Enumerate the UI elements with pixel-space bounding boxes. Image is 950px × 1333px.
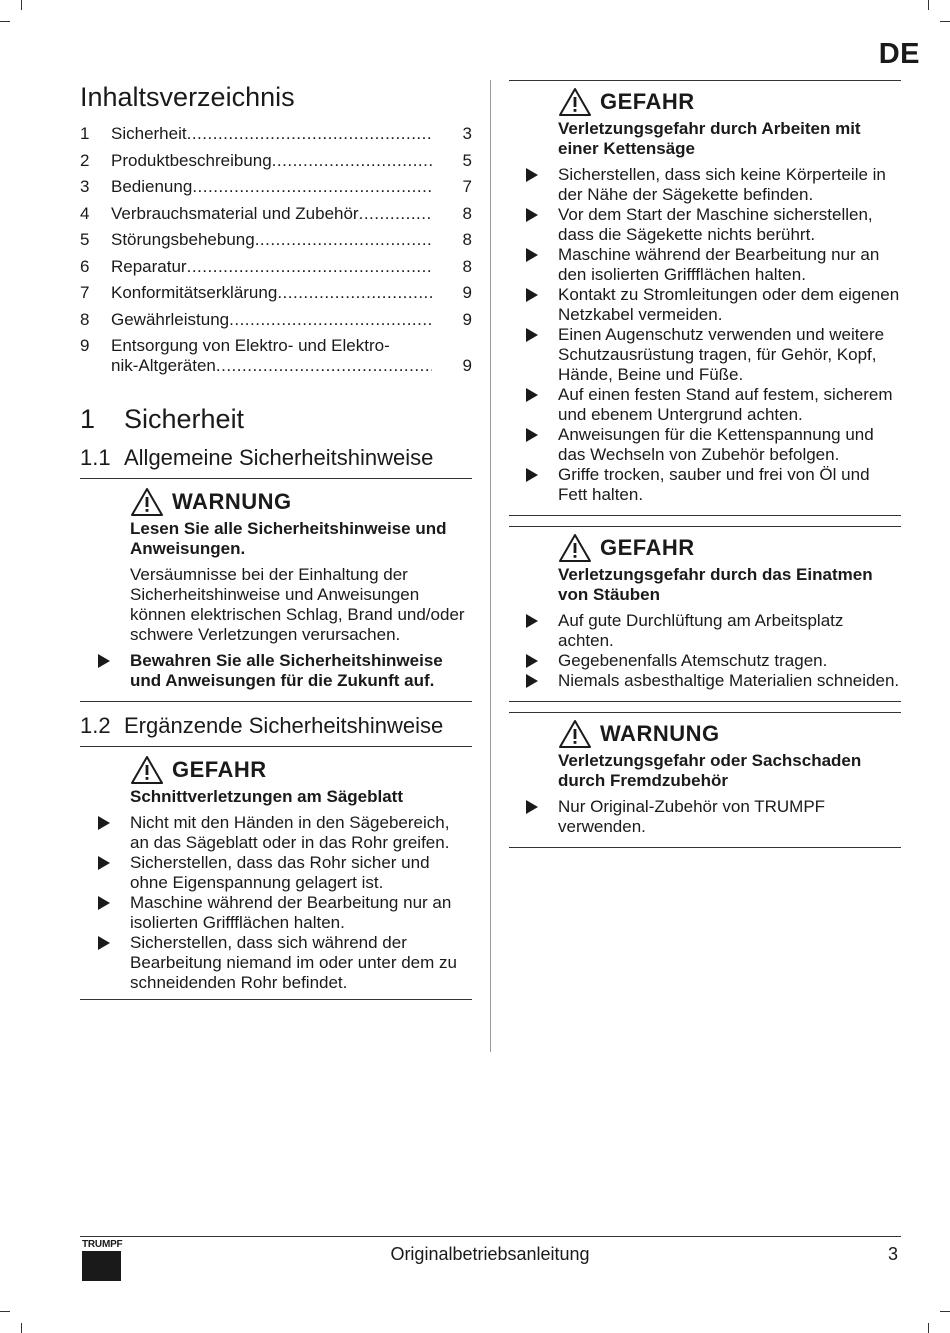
bullet-item	[558, 165, 901, 205]
toc-label: Störungsbehebung	[111, 230, 255, 249]
toc-label: Verbrauchsmaterial und Zubehör	[111, 203, 359, 223]
bullet-item	[558, 425, 901, 465]
bullet-text: Auf gute Durchlüftung am Arbeitsplatz achten.	[558, 611, 844, 650]
crop-mark	[940, 21, 950, 22]
bullet-text: Sicherstellen, dass sich während der Bearbeitung niemand im oder unter dem zu schneidenden Rohr befindet.	[130, 933, 457, 992]
toc-label: Gewährleistung	[111, 309, 230, 329]
bullet-text: Anweisungen für die Kettenspannung und das Wechseln von Zubehör befolgen.	[558, 425, 874, 464]
language-code: DE	[878, 38, 920, 70]
toc-leader	[192, 177, 432, 197]
subsection-number: 1.1	[80, 445, 111, 470]
warning-subtitle: Schnittverletzungen am Sägeblatt	[130, 787, 403, 806]
divider	[509, 847, 901, 848]
toc-leader	[229, 310, 432, 330]
toc-leader	[277, 283, 432, 303]
bullet-arrow-icon	[98, 896, 110, 910]
crop-mark	[0, 1311, 10, 1312]
left-column	[80, 80, 472, 1000]
warning-triangle-icon	[558, 719, 592, 749]
toc-leader	[216, 356, 432, 376]
bullet-arrow-icon	[98, 856, 110, 870]
bullet-item	[130, 933, 472, 993]
toc-title: Inhaltsverzeichnis	[80, 82, 295, 112]
toc-label: Produktbeschreibung	[111, 150, 272, 170]
bullet-list	[558, 165, 901, 505]
bullet-arrow-icon	[98, 936, 110, 950]
bullet-text: Nur Original-Zubehör von TRUMPF verwenden.	[558, 797, 826, 836]
warning-header	[558, 719, 901, 749]
column-divider	[490, 80, 491, 1052]
trumpf-logo-text: TRUMPF	[82, 1239, 123, 1250]
toc-number: 6	[80, 256, 90, 276]
bullet-list	[558, 611, 901, 691]
warning-subtitle: Lesen Sie alle Sicherheitshinweise und Anweisungen.	[130, 519, 447, 558]
bullet-text: Gegebenenfalls Atemschutz tragen.	[558, 651, 828, 670]
section-title: Sicherheit	[124, 404, 245, 434]
toc-entry[interactable]	[80, 257, 472, 277]
right-column	[509, 80, 901, 848]
bullet-item	[558, 205, 901, 245]
bullet-arrow-icon	[526, 288, 538, 302]
signal-word: GEFAHR	[172, 757, 267, 782]
warning-block	[80, 479, 472, 701]
subsection-number: 1.2	[80, 713, 111, 738]
toc-page: 8	[462, 203, 472, 223]
bullet-item	[558, 671, 901, 691]
toc-page: 9	[462, 283, 472, 302]
toc-page: 9	[462, 309, 472, 329]
bullet-arrow-icon	[98, 816, 110, 830]
bullet-text: Auf einen festen Stand auf festem, sicherem und ebenem Untergrund achten.	[558, 385, 893, 424]
subsection-title: Allgemeine Sicherheitshinweise	[124, 445, 434, 470]
toc-label: Reparatur	[111, 256, 187, 276]
crop-mark	[940, 1311, 950, 1312]
bullet-item	[130, 893, 472, 933]
toc-page: 8	[462, 230, 472, 249]
bullet-text: Maschine während der Bearbeitung nur an isolierten Griffflächen halten.	[130, 893, 452, 932]
bullet-arrow-icon	[98, 654, 110, 668]
signal-word: GEFAHR	[600, 535, 695, 560]
bullet-text: Sicherstellen, dass das Rohr sicher und ohne Eigenspannung gelagert ist.	[130, 853, 430, 892]
toc-label: Bedienung	[111, 177, 193, 196]
toc-number: 3	[80, 177, 90, 196]
subsection-heading	[80, 444, 472, 479]
toc-number: 4	[80, 203, 90, 223]
toc-label: Konformitätserklärung	[111, 283, 278, 302]
toc-page: 7	[462, 177, 472, 196]
footer-divider	[80, 1236, 901, 1237]
bullet-arrow-icon	[526, 614, 538, 628]
bullet-item	[558, 465, 901, 505]
toc-leader	[187, 124, 432, 144]
bullet-text: Bewahren Sie alle Sicherheitshinweise und Anweisungen für die Zukunft auf.	[130, 651, 443, 690]
toc-entry[interactable]	[80, 151, 472, 171]
warning-header	[558, 533, 901, 563]
toc-page: 9	[462, 356, 472, 375]
crop-mark	[0, 21, 10, 22]
bullet-item	[558, 325, 901, 385]
toc-number: 7	[80, 283, 90, 302]
toc-entry[interactable]	[80, 336, 472, 376]
bullet-arrow-icon	[526, 168, 538, 182]
toc-number: 1	[80, 124, 90, 143]
bullet-arrow-icon	[526, 800, 538, 814]
bullet-text: Niemals asbesthaltige Materialien schneiden.	[558, 671, 900, 690]
warning-triangle-icon	[558, 533, 592, 563]
signal-word: WARNUNG	[172, 489, 292, 514]
bullet-list	[130, 813, 472, 993]
toc-leader	[187, 257, 432, 277]
bullet-item	[558, 245, 901, 285]
warning-subtitle: Verletzungsgefahr oder Sachschaden durch Fremdzubehör	[558, 751, 862, 790]
toc-entry[interactable]	[80, 177, 472, 197]
bullet-text: Griffe trocken, sauber und frei von Öl und Fett halten.	[558, 465, 870, 504]
bullet-arrow-icon	[526, 388, 538, 402]
divider	[80, 999, 472, 1000]
warning-triangle-icon	[558, 87, 592, 117]
toc-label: Sicherheit	[111, 124, 187, 143]
table-of-contents	[80, 124, 472, 376]
bullet-arrow-icon	[526, 248, 538, 262]
toc-label: Entsorgung von Elektro- und Elektro-	[111, 336, 390, 355]
bullet-text: Nicht mit den Händen in den Sägebereich, an das Sägeblatt oder in das Rohr greifen.	[130, 813, 450, 852]
warning-subtitle: Verletzungsgefahr durch Arbeiten mit einer Kettensäge	[558, 119, 861, 158]
toc-number: 2	[80, 150, 90, 170]
bullet-text: Einen Augenschutz verwenden und weitere Schutzausrüstung tragen, für Gehör, Kopf, Hände, Beine und Füße.	[558, 325, 885, 384]
bullet-arrow-icon	[526, 468, 538, 482]
warning-header	[130, 755, 472, 785]
toc-leader	[359, 204, 432, 224]
bullet-text: Maschine während der Bearbeitung nur an den isolierten Griffflächen halten.	[558, 245, 880, 284]
warning-header	[130, 487, 472, 517]
toc-page: 3	[462, 124, 472, 143]
toc-entry[interactable]	[80, 124, 472, 144]
toc-leader	[255, 230, 432, 250]
warning-triangle-icon	[130, 487, 164, 517]
crop-mark	[21, 1323, 22, 1333]
footer-title: Originalbetriebsanleitung	[390, 1244, 590, 1264]
subsection-heading	[80, 712, 472, 747]
toc-page: 5	[462, 150, 472, 170]
toc-number: 9	[80, 336, 90, 355]
divider	[80, 701, 472, 702]
warning-block	[80, 747, 472, 999]
bullet-item	[558, 651, 901, 671]
toc-page: 8	[462, 256, 472, 276]
bullet-item	[130, 813, 472, 853]
bullet-item	[558, 797, 901, 837]
toc-number: 8	[80, 309, 90, 329]
warning-block	[509, 713, 901, 847]
toc-label: nik-Altgeräten	[111, 356, 216, 375]
section-heading	[80, 402, 472, 436]
bullet-item	[130, 651, 472, 691]
warning-block	[509, 527, 901, 701]
crop-mark	[928, 1323, 929, 1333]
signal-word: WARNUNG	[600, 721, 720, 746]
bullet-arrow-icon	[526, 328, 538, 342]
warning-triangle-icon	[130, 755, 164, 785]
subsection-title: Ergänzende Sicherheitshinweise	[124, 713, 444, 738]
toc-entry[interactable]	[80, 230, 472, 250]
warning-text: Versäumnisse bei der Einhaltung der Sicherheitshinweise und Anweisungen können elektrischen Schlag, Brand und/oder schwere Verletzungen verursachen.	[130, 565, 465, 644]
bullet-arrow-icon	[526, 674, 538, 688]
warning-header	[558, 87, 901, 117]
bullet-item	[558, 611, 901, 651]
toc-number: 5	[80, 230, 90, 249]
crop-mark	[21, 0, 22, 10]
warning-subtitle: Verletzungsgefahr durch das Einatmen von Stäuben	[558, 565, 873, 604]
toc-leader	[272, 151, 432, 171]
signal-word: GEFAHR	[600, 89, 695, 114]
bullet-list	[130, 651, 472, 691]
bullet-text: Vor dem Start der Maschine sicherstellen, dass die Sägekette nichts berührt.	[558, 205, 873, 244]
bullet-arrow-icon	[526, 208, 538, 222]
section-number: 1	[80, 404, 96, 434]
bullet-item	[130, 853, 472, 893]
toc-entry[interactable]	[80, 204, 472, 224]
bullet-arrow-icon	[526, 428, 538, 442]
toc-entry[interactable]	[80, 283, 472, 303]
crop-mark	[928, 0, 929, 10]
bullet-text: Kontakt zu Stromleitungen oder dem eigenen Netzkabel vermeiden.	[558, 285, 900, 324]
toc-entry[interactable]	[80, 310, 472, 330]
bullet-text: Sicherstellen, dass sich keine Körperteile in der Nähe der Sägekette befinden.	[558, 165, 886, 204]
bullet-item	[558, 385, 901, 425]
bullet-arrow-icon	[526, 654, 538, 668]
page-number: 3	[887, 1244, 898, 1264]
bullet-item	[558, 285, 901, 325]
bullet-list	[558, 797, 901, 837]
warning-block	[509, 81, 901, 515]
